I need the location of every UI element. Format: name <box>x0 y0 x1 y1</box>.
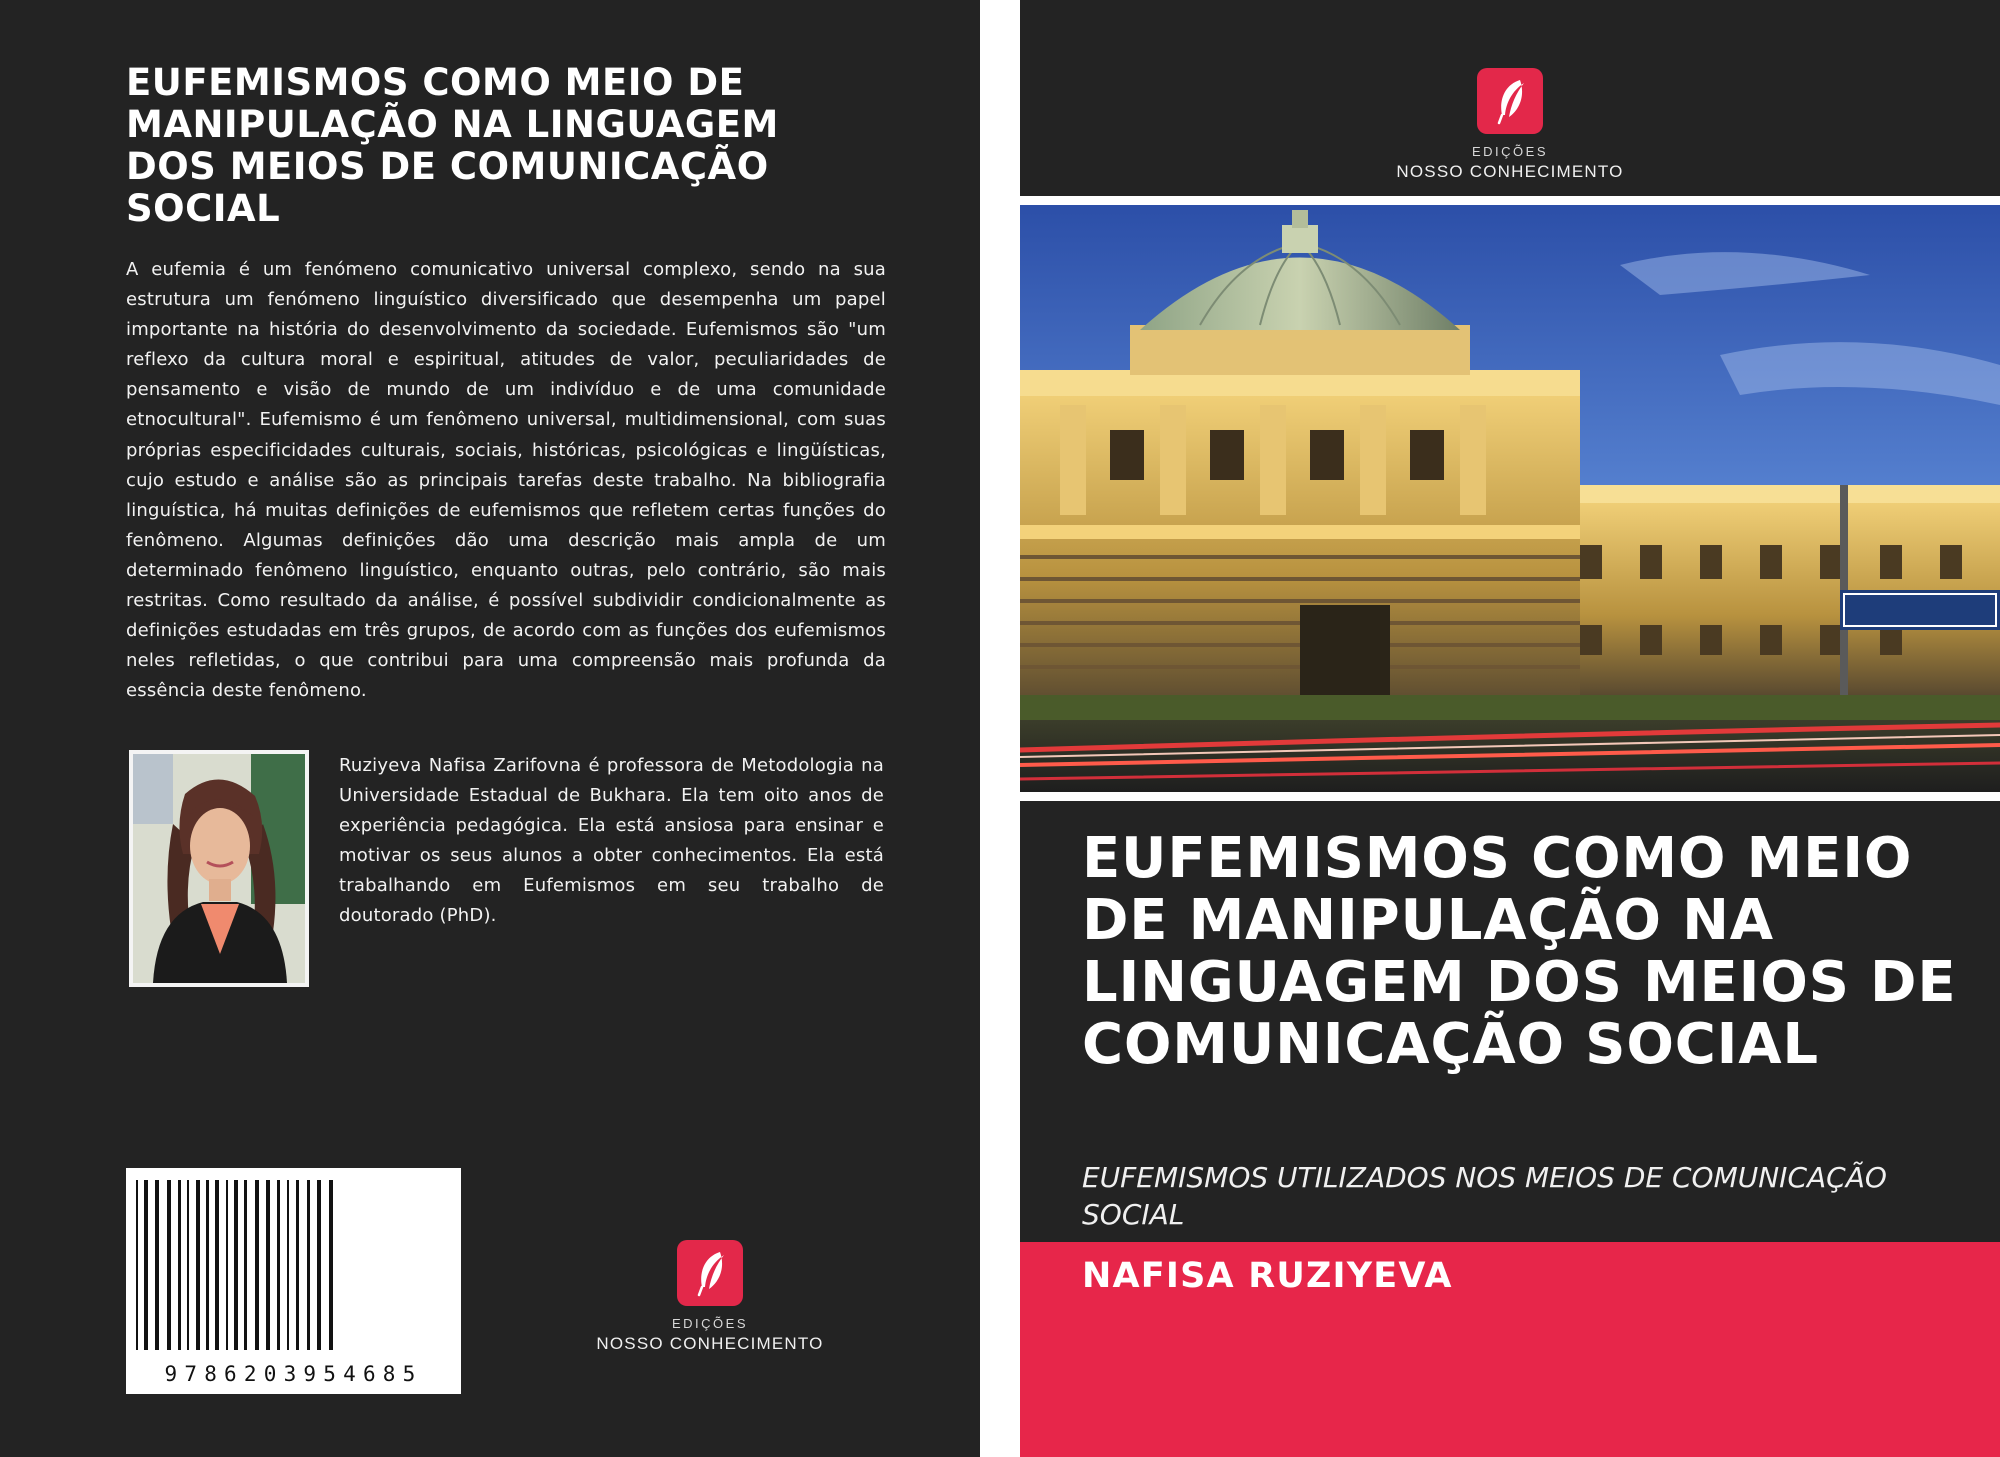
barcode-bar <box>317 1180 321 1350</box>
back-publisher-logo <box>590 1240 830 1354</box>
photo-top-divider <box>1020 196 2000 205</box>
barcode-bar <box>244 1180 247 1350</box>
publisher-edicoes-label: EDIÇÕES <box>1471 144 1548 159</box>
barcode-bars <box>126 1168 461 1358</box>
isbn-barcode <box>126 1168 461 1394</box>
barcode-bar <box>287 1180 289 1350</box>
cover-photo-building <box>1020 205 2000 792</box>
barcode-bar <box>206 1180 209 1350</box>
front-cover-subtitle: EUFEMISMOS UTILIZADOS NOS MEIOS DE COMUNICAÇÃO SOCIAL <box>1082 1161 1887 1231</box>
barcode-bar <box>255 1180 259 1350</box>
barcode-bar <box>178 1180 181 1350</box>
barcode-bar <box>329 1180 333 1350</box>
barcode-bar <box>234 1180 238 1350</box>
barcode-bar <box>144 1180 148 1350</box>
front-cover-author: NAFISA RUZIYEVA <box>1082 1256 1453 1296</box>
author-bio: Ruziyeva Nafisa Zarifovna é professora de Metodologia na Universidade Estadual de Bukhara. Ela tem oito anos de experiência pedagógica. Ela está ansiosa para ensinar e motivar os seus alunos a obter conhecimentos. Ela está trabalhando em Eufemismos em seu trabalho de doutorado (PhD). <box>339 755 884 927</box>
domed-building-illustration <box>1020 205 2000 792</box>
author-portrait-image <box>133 754 305 983</box>
publisher-name: NOSSO CONHECIMENTO <box>596 1334 824 1353</box>
quill-feather-icon <box>677 1240 743 1306</box>
barcode-bar <box>266 1180 270 1350</box>
quill-feather-icon <box>1477 68 1543 134</box>
barcode-bar <box>155 1180 159 1350</box>
back-cover-abstract: A eufemia é um fenómeno comunicativo universal complexo, sendo na sua estrutura um fenómeno linguístico diversificado que desempenha um papel importante na história do desenvolvimento da sociedade. Eufemismos são "um reflexo da cultura moral e espiritual, atitudes de valor, peculiaridades de pensamento e visão de mundo de um indivíduo e de uma comunidade etnocultural". Eufemismo é um fenômeno universal, multidimensional, com suas próprias especificidades culturais, sociais, históricas, psicológicas e lingüísticas, cujo estudo e análise são as principais tarefas deste trabalho. Na bibliografia linguística, há muitas definições de eufemismos que refletem certas funções do fenômeno. Algumas definições dão uma descrição mais ampla de um determinado fenômeno linguístico, enquanto outras, pelo contrário, são mais restritas. Como resultado da análise, é possível subdividir condicionalmente as definições estudadas em três grupos, de acordo com as funções dos eufemismos neles refletidas, o que contribui para uma compreensão mais profunda da essência deste fenômeno. <box>126 259 886 702</box>
barcode-bar <box>296 1180 299 1350</box>
barcode-bar <box>136 1180 138 1350</box>
barcode-bar <box>226 1180 228 1350</box>
barcode-bar <box>307 1180 310 1350</box>
barcode-bar <box>167 1180 171 1350</box>
front-publisher-logo <box>1390 68 1630 182</box>
barcode-bar <box>215 1180 219 1350</box>
author-photo <box>129 750 309 987</box>
back-cover <box>0 0 980 1457</box>
front-cover-title: EUFEMISMOS COMO MEIO DE MANIPULAÇÃO NA LINGUAGEM DOS MEIOS DE COMUNICAÇÃO SOCIAL <box>1082 826 1957 1077</box>
barcode-bar <box>196 1180 200 1350</box>
barcode-bar <box>277 1180 280 1350</box>
back-cover-title: EUFEMISMOS COMO MEIO DE MANIPULAÇÃO NA LINGUAGEM DOS MEIOS DE COMUNICAÇÃO SOCIAL <box>126 61 779 230</box>
publisher-edicoes-label: EDIÇÕES <box>671 1316 748 1331</box>
front-cover <box>1020 0 2000 1457</box>
barcode-bar <box>187 1180 189 1350</box>
photo-bottom-divider <box>1020 792 2000 801</box>
isbn-number: 9786203954685 <box>164 1362 423 1386</box>
author-band <box>1020 1242 2000 1457</box>
spine-gap <box>980 0 1020 1457</box>
publisher-name: NOSSO CONHECIMENTO <box>1396 162 1624 181</box>
